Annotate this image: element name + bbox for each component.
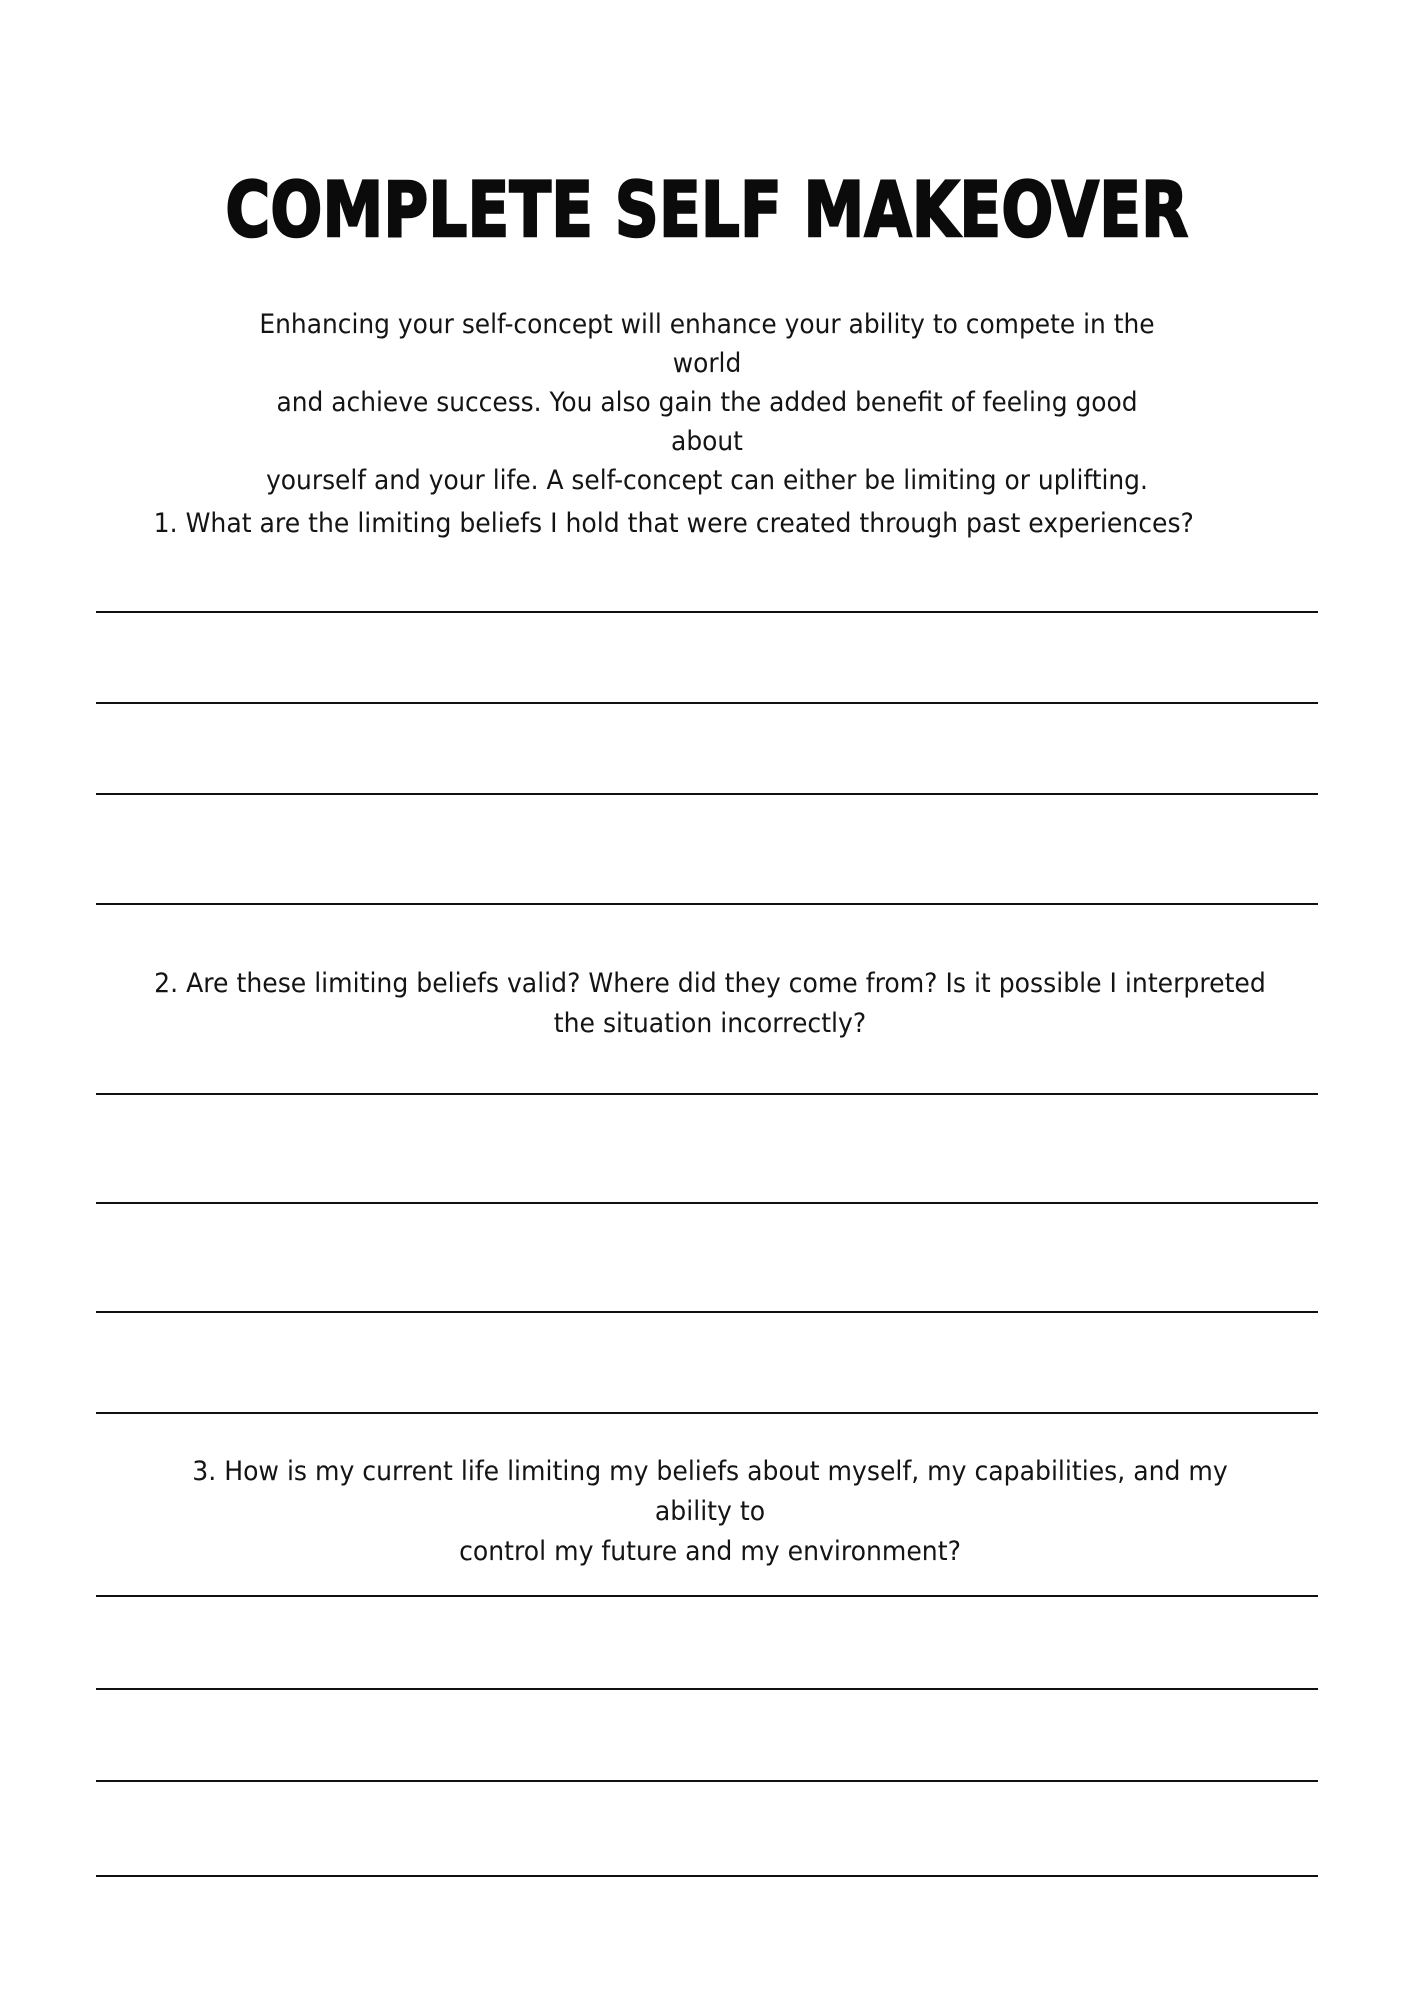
answer-line-2-4[interactable] [96,1412,1318,1414]
answer-line-3-3[interactable] [96,1780,1318,1782]
answer-line-3-1[interactable] [96,1595,1318,1597]
answer-line-2-1[interactable] [96,1093,1318,1095]
answer-line-1-2[interactable] [96,702,1318,704]
question-1-line-1: 1. What are the limiting beliefs I hold that were created through past experiences? [153,508,1194,539]
question-1-text [154,504,1261,544]
answer-line-2-3[interactable] [96,1311,1318,1313]
answer-line-1-4[interactable] [96,903,1318,905]
intro-paragraph [237,305,1177,500]
question-2-line-2: the situation incorrectly? [553,1008,867,1039]
answer-line-3-4[interactable] [96,1875,1318,1877]
question-3-line-2: control my future and my environment? [459,1536,961,1567]
question-2-line-1: 2. Are these limiting beliefs valid? Where did they come from? Is it possible I interpreted [154,968,1266,999]
question-2-text [152,964,1268,1044]
answer-line-1-3[interactable] [96,793,1318,795]
intro-line-3: yourself and your life. A self-concept can either be limiting or uplifting. [266,465,1148,496]
intro-line-2: and achieve success. You also gain the added benefit of feeling good about [276,387,1138,457]
intro-line-1: Enhancing your self-concept will enhance your ability to compete in the world [259,309,1155,379]
answer-line-3-2[interactable] [96,1688,1318,1690]
answer-line-2-2[interactable] [96,1202,1318,1204]
question-3-line-1: 3. How is my current life limiting my beliefs about myself, my capabilities, and my ability to [192,1456,1228,1527]
question-3-text [152,1452,1268,1572]
answer-line-1-1[interactable] [96,611,1318,613]
page-title: COMPLETE SELF MAKEOVER [225,164,1189,254]
